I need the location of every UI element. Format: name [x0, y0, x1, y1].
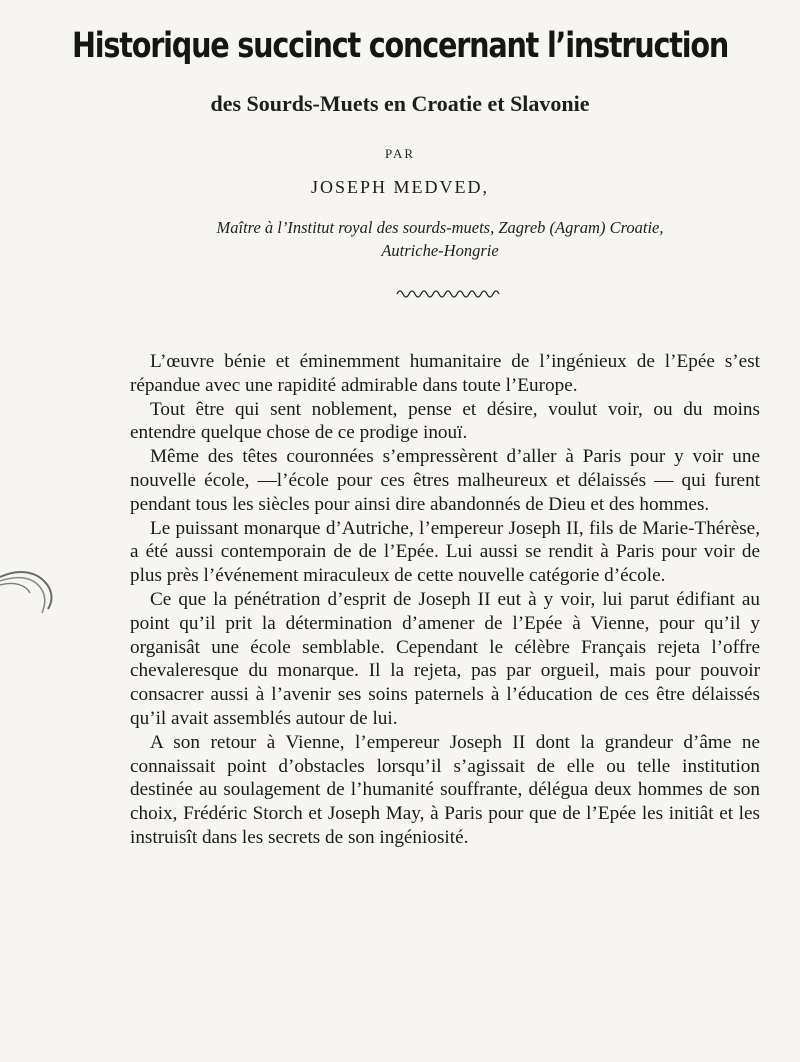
paragraph: Le puissant monarque d’Autriche, l’empereur Joseph II, fils de Marie-Thérèse, a été aussi contemporain de de l’Epée. Lui aussi se rendit à Paris pour voir de plus près l’événement miraculeux de cette nouvelle catégorie d’école.	[130, 517, 760, 587]
author-name: JOSEPH MEDVED,	[310, 177, 489, 197]
article-title: Historique succinct concernant l’instruction	[72, 26, 729, 66]
paragraph: L’œuvre bénie et éminemment humanitaire de l’ingénieux de l’Epée s’est répandue avec une rapidité admirable dans toute l’Europe.	[130, 351, 760, 396]
article-subtitle: des Sourds-Muets en Croatie et Slavonie	[210, 91, 590, 116]
paragraph: Ce que la pénétration d’esprit de Joseph II eut à y voir, lui parut édifiant au point qu’il prit la détermination d’amener de l’Epée à Vienne, pour qu’il y organisât une école semblable. Cependant le célèbre Français rejeta l’offre chevaleresque du monarque. Il la rejeta, pas par orgueil, mais pour pouvoir consacrer aussi à l’avenir ses soins paternels à l’éducation de ces être délaissés qu’il avait assemblés autour de lui.	[130, 588, 760, 729]
author-affiliation	[120, 216, 760, 262]
article-body	[130, 350, 760, 850]
wavy-divider-ornament	[395, 285, 505, 303]
affiliation-line: Autriche-Hongrie	[381, 241, 499, 260]
binding-thread-mark	[0, 555, 70, 625]
byline: PAR	[384, 146, 416, 161]
affiliation-line: Maître à l’Institut royal des sourds-muets, Zagreb (Agram) Croatie,	[216, 218, 664, 237]
paragraph: Tout être qui sent noblement, pense et désire, voulut voir, ou du moins entendre quelque chose de ce prodige inouï.	[130, 398, 760, 444]
paragraph: Même des têtes couronnées s’empressèrent d’aller à Paris pour y voir une nouvelle école, —l’école pour ces êtres malheureux et délaissés — qui furent pendant tous les siècles pour ainsi dire abandonnés de Dieu et des hommes.	[130, 446, 760, 515]
paragraph: A son retour à Vienne, l’empereur Joseph II dont la grandeur d’âme ne connaissait point d’obstacles lorsqu’il s’agissait de elle ou telle institution destinée au soulagement de l’humanité souffrante, délégua deux hommes de son choix, Frédéric Storch et Joseph May, à Paris pour que de l’Epée les initiât et les instruisît dans les secrets de son ingéniosité.	[130, 731, 760, 848]
